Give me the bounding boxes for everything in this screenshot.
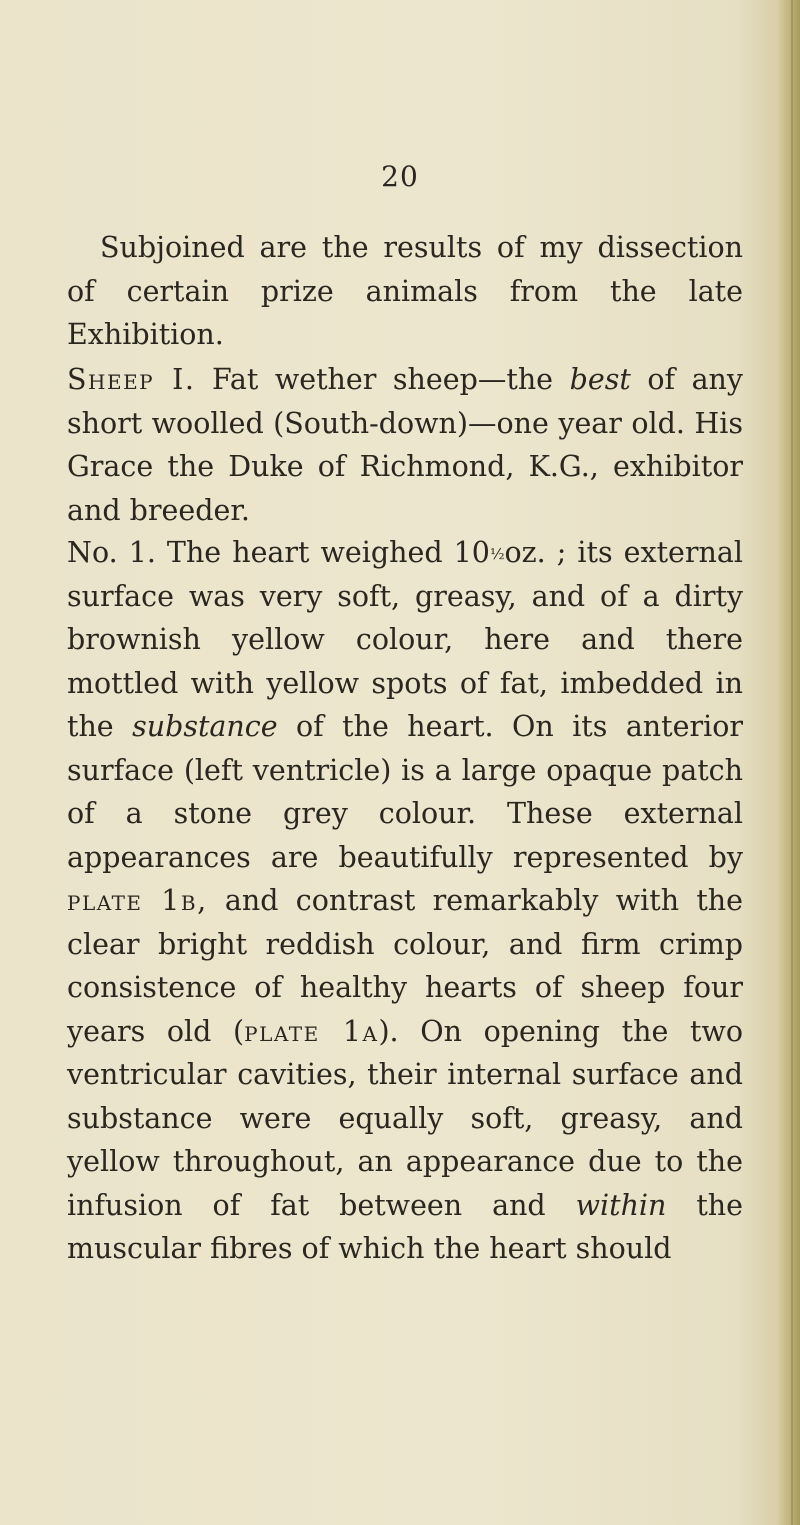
sheep-paragraph: [67, 358, 743, 532]
no1-text-e: ). On opening the two ventricular cavities, their internal surface and substance were equally soft, greasy, and yellow throughout, an appearance due to the infusion of fat between and: [67, 1014, 743, 1222]
intro-text: Subjoined are the results of my dissection of certain prize animals from the late Exhibition.: [67, 231, 743, 351]
no1-text-b: oz. ; its external surface was very soft, greasy, and of a dirty brownish yellow colour, here and there mottled with yellow spots of fat, imbedded in the: [67, 536, 743, 743]
page-edge-line: [791, 0, 793, 1525]
intro-paragraph: [67, 226, 743, 357]
no1-fraction: ½: [489, 545, 505, 563]
no1-text-a: No. 1. The heart weighed 10: [67, 536, 490, 569]
no1-text-c: of the heart. On its anterior surface (left ventricle) is a large opaque patch of a stone grey colour. These external appearances are beautifully represented by: [67, 710, 744, 874]
sheep-desc-best: best: [569, 363, 631, 396]
no1-text-d: and contrast remarkably with the clear bright reddish colour, and firm crimp consistence of healthy hearts of sheep four years old (: [67, 884, 743, 1048]
plate-1a-ref: plate 1a: [244, 1014, 379, 1048]
no1-substance: substance: [132, 710, 278, 743]
plate-1b-ref: plate 1b,: [67, 884, 208, 917]
sheep-desc-2: of any short woolled (South-down)—one year old. His Grace the Duke of Richmond, K.G., exhibitor and breeder.: [67, 363, 744, 527]
page-edge-shadow: [778, 0, 800, 1525]
sheep-desc-1: Fat wether sheep—the: [195, 363, 570, 396]
sheep-heading: Sheep I.: [67, 363, 196, 396]
no1-within: within: [575, 1188, 667, 1222]
page-number: 20: [381, 160, 419, 193]
no1-paragraph: [67, 531, 743, 1271]
no1-text-f: the muscular fibres of which the heart should: [67, 1188, 744, 1265]
